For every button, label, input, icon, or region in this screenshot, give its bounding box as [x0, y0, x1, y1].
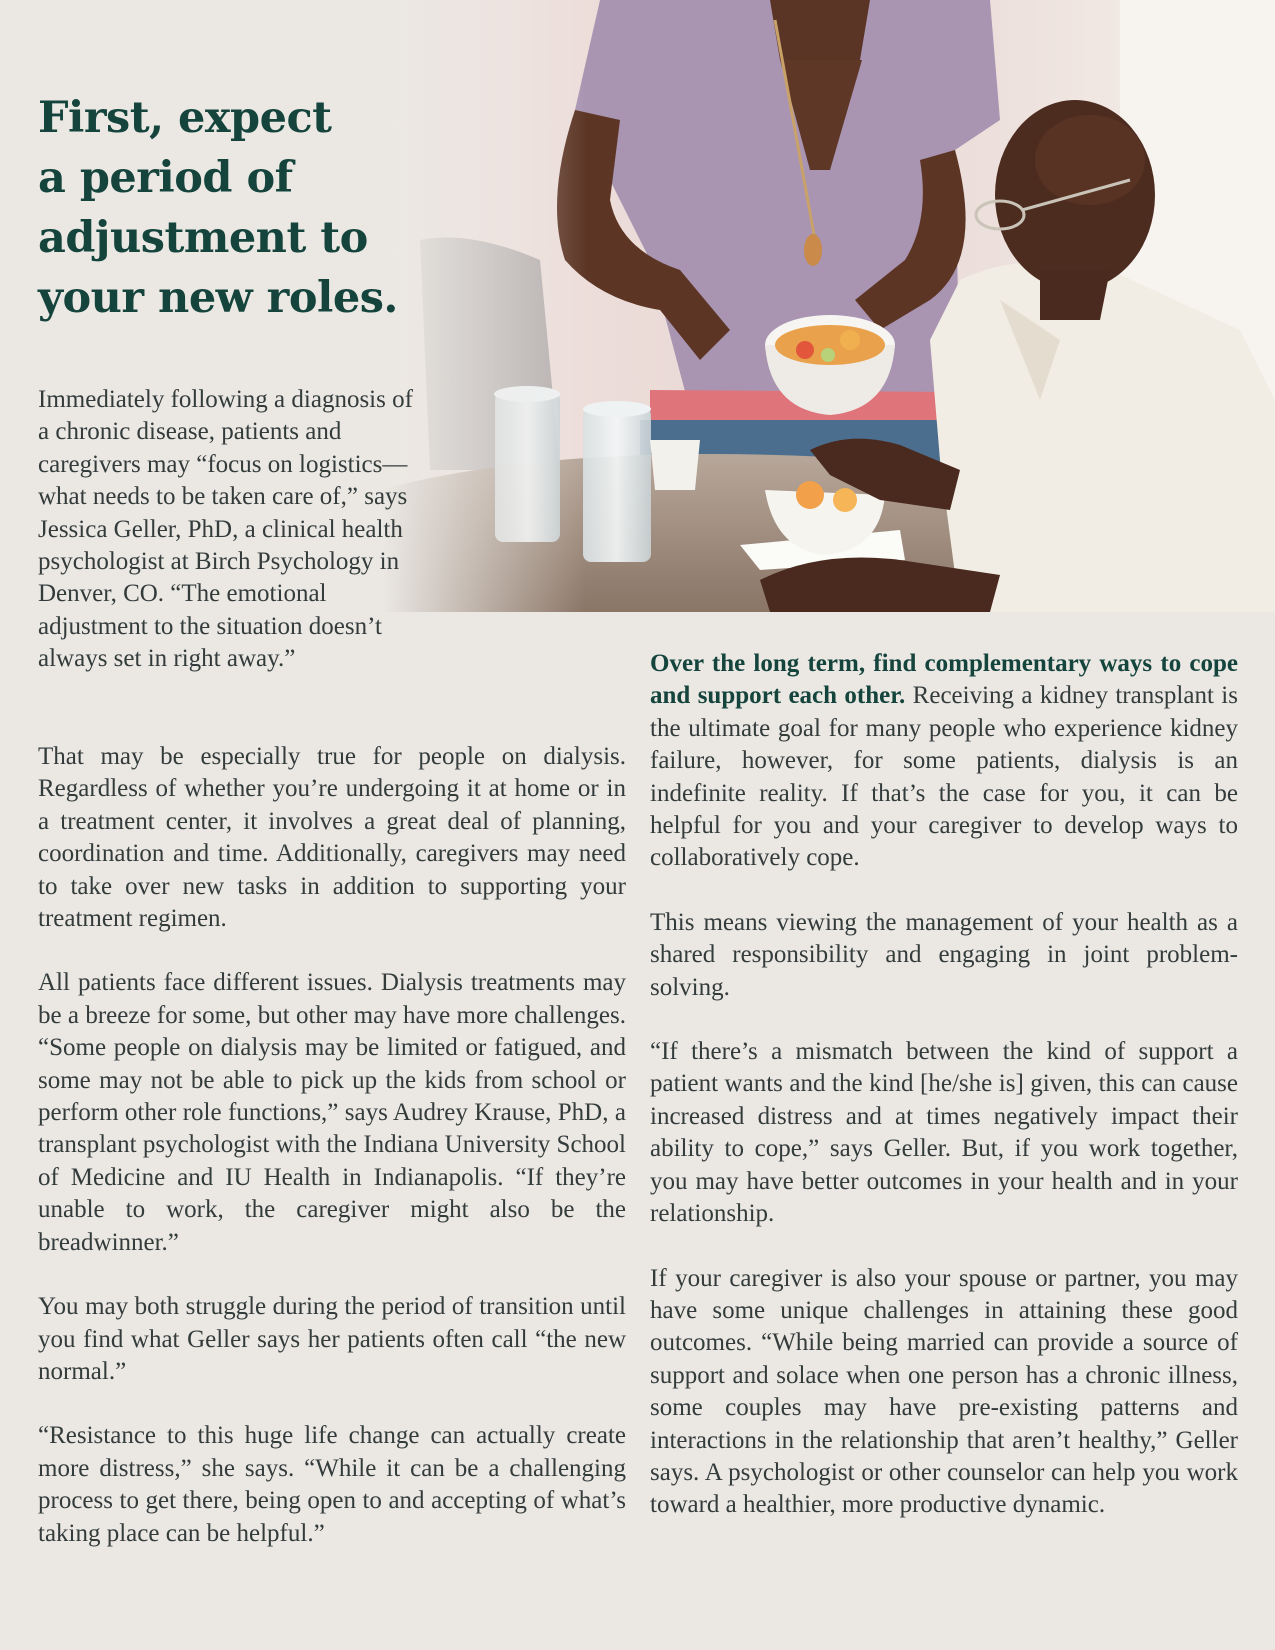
section-lead-heading: Over the long term, find complementary ways to cope and support each other.: [650, 650, 1238, 710]
left-paragraph-1: That may be especially true for people on dialysis. Regardless of whether you’re undergoing it at home or in a treatment center, it involves a great deal of planning, coordination and time. Additionally, caregivers may need to take over new tasks in addition to supporting your treatment regimen.: [38, 743, 626, 933]
left-column: [38, 741, 626, 1582]
left-paragraph-3: You may both struggle during the period of transition until you find what Geller says her patients often call “the new normal.”: [38, 1293, 626, 1385]
left-paragraph-4: “Resistance to this huge life change can actually create more distress,” she says. “While it can be a challenging process to get there, being open to and accepting of what’s taking place can be helpful.”: [38, 1422, 626, 1547]
title-line-2: a period of: [38, 153, 293, 203]
right-paragraph-3: “If there’s a mismatch between the kind of support a patient wants and the kind [he/she is] given, this can cause increased distress and at times negatively impact their ability to cope,” says Geller. But, if you work together, you may have better outcomes in your health and in your relationship.: [650, 1038, 1238, 1228]
right-paragraph-2: This means viewing the management of your health as a shared responsibility and engaging in joint problem-solving.: [650, 908, 1238, 1001]
right-paragraph-1: [650, 648, 1238, 875]
intro-paragraph: Immediately following a diagnosis of a chronic disease, patients and caregivers may “focus on logistics—what needs to be taken care of,” says Jessica Geller, PhD, a clinical health psychologist at Birch Psychology in Denver, CO. “The emotional adjustment to the situation doesn’t always set in right away.”: [38, 386, 413, 673]
title-line-4: your new roles.: [38, 273, 398, 323]
right-column: [650, 648, 1238, 1554]
section-lead-text: Receiving a kidney transplant is the ultimate goal for many people who experience kidney failure, however, for some patients, dialysis is an indefinite reality. If that’s the case for you, it can be helpful for you and your caregiver to develop ways to collaboratively cope.: [650, 682, 1238, 872]
title-line-3: adjustment to: [38, 213, 368, 263]
right-paragraph-4: If your caregiver is also your spouse or partner, you may have some unique challenges in attaining these good outcomes. “While being married can provide a source of support and solace when one person has a chronic illness, some couples may have pre-existing patterns and interactions in the relationship that aren’t healthy,” Geller says. A psychologist or other counselor can help you work toward a healthier, more productive dynamic.: [650, 1264, 1238, 1519]
title-line-1: First, expect: [38, 93, 332, 143]
page-title: [38, 88, 438, 328]
left-paragraph-2: All patients face different issues. Dialysis treatments may be a breeze for some, but other may have more challenges. “Some people on dialysis may be limited or fatigued, and some may not be able to pick up the kids from school or perform other role functions,” says Audrey Krause, PhD, a transplant psychologist with the Indiana University School of Medicine and IU Health in Indianapolis. “If they’re unable to work, the caregiver might also be the breadwinner.”: [38, 969, 626, 1256]
